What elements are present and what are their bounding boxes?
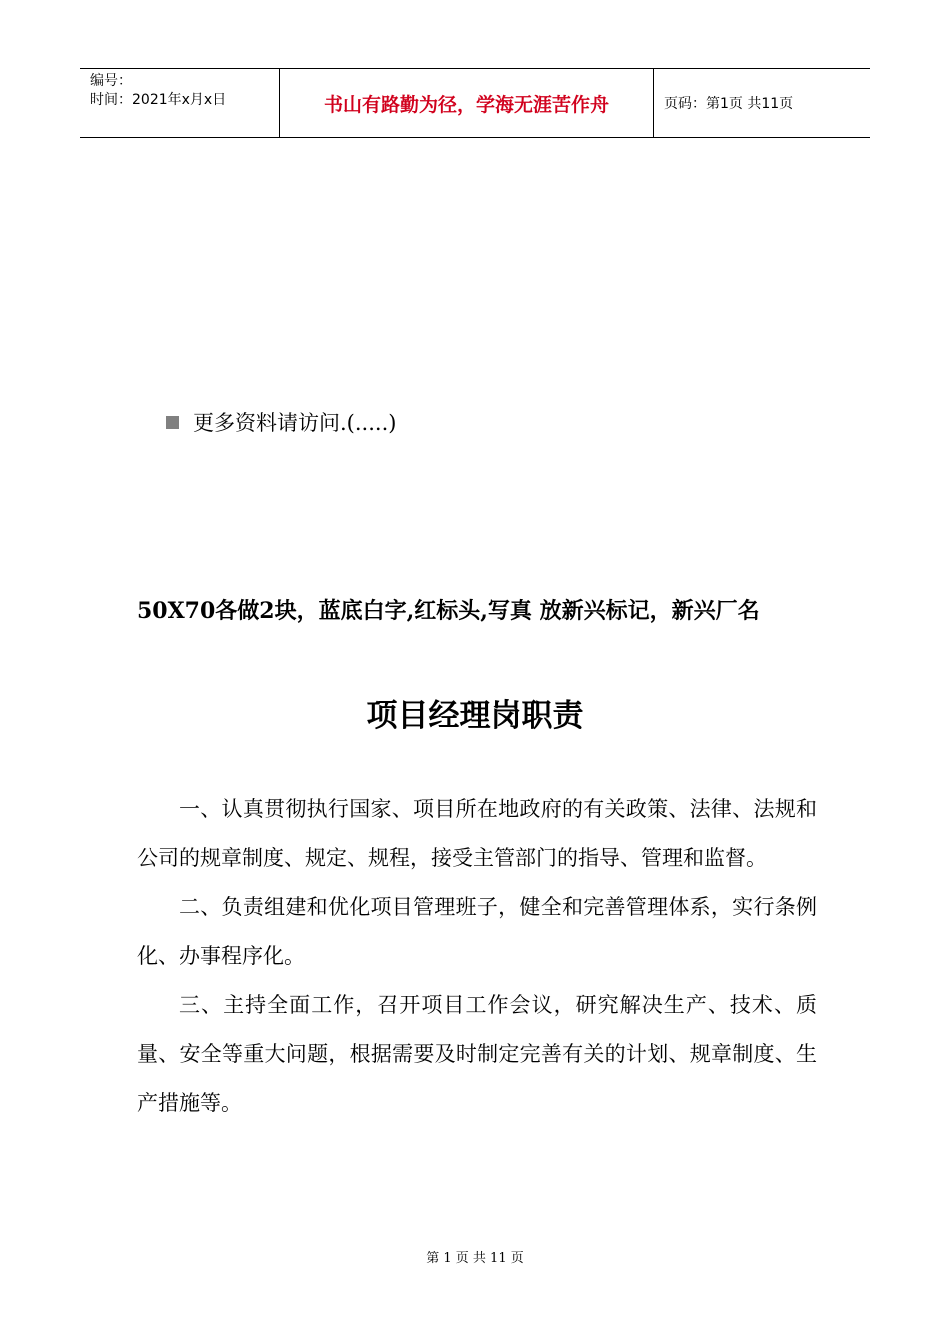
page-header <box>80 68 870 138</box>
time-label: 时间：2021年x月x日 <box>90 92 227 108</box>
number-label: 编号： <box>90 73 132 89</box>
paragraph-2: 二、负责组建和优化项目管理班子，健全和完善管理体系，实行条例化、办事程序化。 <box>137 895 817 968</box>
document-title: 项目经理岗职责 <box>366 698 584 734</box>
more-info-line <box>166 407 396 437</box>
more-info-text: 更多资料请访问.(.....) <box>193 411 397 435</box>
header-motto: 书山有路勤为径，学海无涯苦作舟 <box>280 69 654 137</box>
document-body <box>137 785 817 1128</box>
header-page-info: 页码：第1页 共11页 <box>664 96 794 112</box>
sign-notice: 50X70各做2块，蓝底白字,红标头,写真 放新兴标记，新兴厂名 <box>137 598 760 624</box>
page-footer: 第 1 页 共 11 页 <box>426 1251 524 1266</box>
header-meta <box>80 69 280 137</box>
paragraph-3: 三、主持全面工作，召开项目工作会议，研究解决生产、技术、质量、安全等重大问题，根据需要及时制定完善有关的计划、规章制度、生产措施等。 <box>137 993 817 1115</box>
paragraph-1: 一、认真贯彻执行国家、项目所在地政府的有关政策、法律、法规和公司的规章制度、规定、规程，接受主管部门的指导、管理和监督。 <box>137 797 817 870</box>
square-bullet-icon <box>166 416 179 429</box>
